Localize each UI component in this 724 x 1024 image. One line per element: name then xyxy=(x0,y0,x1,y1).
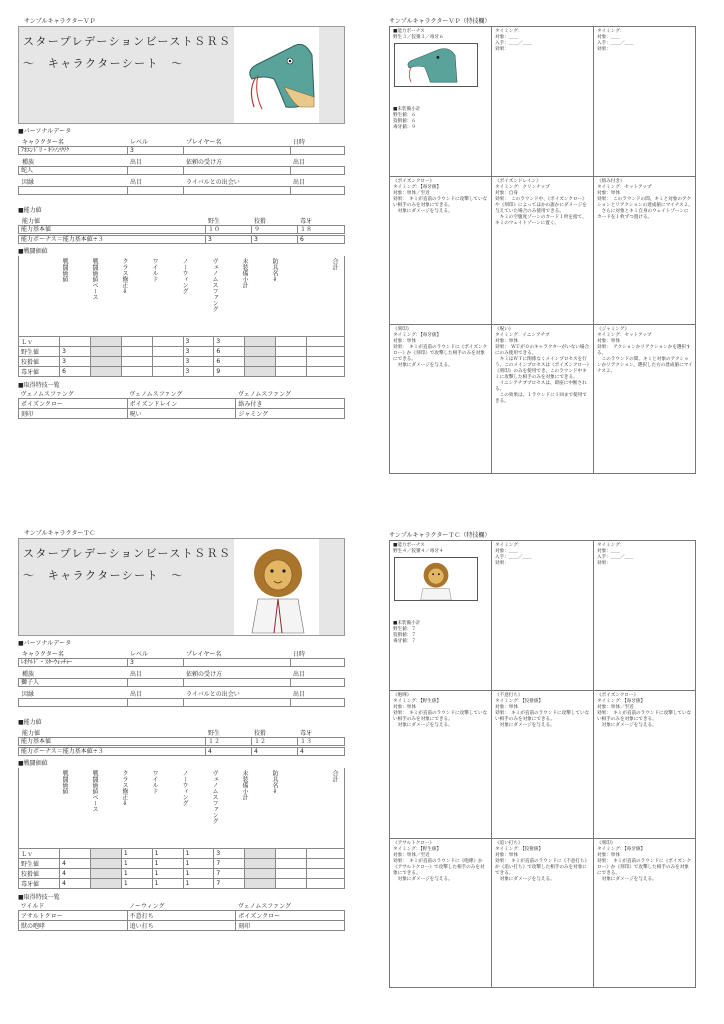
battle-cell[interactable]: 1 xyxy=(121,869,152,879)
battle-row xyxy=(19,337,345,347)
ability-header xyxy=(18,727,345,736)
label-date: 日時 xyxy=(293,139,306,146)
label-roll-3: 出目 xyxy=(130,179,143,186)
skill-text: 《ジャミング》 タイミング：セットアップ 対象：単体 効果： アクションかリアクションかを選択する。 このラウンドの間、キミと対象のアクションかリアクション、選択した方の達成値にマイナス２。 xyxy=(597,327,693,374)
battle-cell[interactable] xyxy=(245,357,276,367)
battle-cell[interactable] xyxy=(245,337,276,347)
roll-field-4[interactable] xyxy=(290,187,345,194)
skill-text: 《ポイズンクロー》 タイミング：【毒牙値】 対象：単体／至近 効果： キミが直前のラウンドに攻撃していない相手のみを対象にできる。 対象にダメージを与える。 xyxy=(393,179,488,214)
card-sheet-title: サンプルキャラクターＶＰ（特技欄） xyxy=(389,18,491,25)
venom-label: 毒牙 xyxy=(300,730,313,737)
skill-card[interactable] xyxy=(594,691,696,839)
battle-cell[interactable] xyxy=(276,337,307,347)
date-field[interactable] xyxy=(290,147,345,154)
personal-values-row-3 xyxy=(18,698,345,707)
roll-field-2[interactable] xyxy=(290,167,345,174)
label-roll-3: 出目 xyxy=(130,691,143,698)
section-skills: ■ 取得特技一覧 xyxy=(18,892,60,901)
battle-table xyxy=(18,336,345,377)
request-field[interactable] xyxy=(183,167,290,174)
battle-cell[interactable]: 3 xyxy=(214,337,245,347)
label-race: 種族 xyxy=(22,671,35,678)
skill-cell[interactable]: 不意打ち xyxy=(127,911,236,921)
skill-card-sheet-tc xyxy=(389,530,696,990)
battle-cell[interactable]: 4 xyxy=(60,869,91,879)
bonus-text: ■能力ボーナス 野生３／狡猾３／毒牙６ xyxy=(393,29,444,40)
unequip-text: ■未装備小計 野生値：６ 狡猾値：６ 毒牙値：９ xyxy=(393,107,421,130)
skill-cell[interactable]: 刻印 xyxy=(236,921,345,931)
battle-cell[interactable] xyxy=(90,849,121,859)
request-field[interactable] xyxy=(183,679,290,686)
skill-cell[interactable]: アサルトクロー xyxy=(19,911,128,921)
label-race: 種族 xyxy=(22,159,35,166)
battle-row xyxy=(19,347,345,357)
skill-table xyxy=(18,901,345,931)
base-wild[interactable]: １２ xyxy=(205,738,251,745)
card-sheet-title: サンプルキャラクターＴＣ（特技欄） xyxy=(389,532,491,539)
label-roll-2: 出目 xyxy=(293,671,306,678)
label-char-name: キャラクター名 xyxy=(22,139,64,146)
skill-text: 《追い打ち》 タイミング：【狡猾値】 対象：単体 効果： キミが直前のラウンドに《不意打ち》か《追い打ち》で攻撃した相手のみを対象にできる。 対象にダメージを与える。 xyxy=(495,841,590,882)
battle-header-area xyxy=(18,768,345,848)
cunning-label: 狡猾 xyxy=(254,730,267,737)
sheet-caption: サンプルキャラクターＴＣ xyxy=(24,530,96,537)
player-field[interactable] xyxy=(183,659,290,666)
skill-head-1: ワイルド xyxy=(20,903,45,910)
skill-cell[interactable]: 呪い xyxy=(127,409,236,419)
battle-row xyxy=(19,869,345,879)
fate-field[interactable] xyxy=(19,699,127,706)
battle-cell[interactable]: 1 xyxy=(152,879,183,889)
ability-label: 能力値 xyxy=(22,218,41,225)
label-char-name: キャラクター名 xyxy=(22,651,64,658)
col-venom-fang: ヴェノムスファング xyxy=(211,258,218,312)
battle-cell[interactable] xyxy=(245,849,276,859)
battle-cell[interactable] xyxy=(306,337,344,347)
section-personal: ■ パーソナルデータ xyxy=(18,638,71,647)
player-field[interactable] xyxy=(183,147,290,154)
label-roll-2: 出目 xyxy=(293,159,306,166)
label-roll: 出目 xyxy=(130,159,143,166)
skill-cell[interactable]: 刻印 xyxy=(19,409,128,419)
label-roll: 出目 xyxy=(130,671,143,678)
battle-cell[interactable]: 3 xyxy=(183,347,214,357)
bonus-label: 能力ボーナス＝能力基本値÷３ xyxy=(21,236,104,243)
personal-values-row-3 xyxy=(18,186,345,195)
label-request: 依頼の受け方 xyxy=(186,159,223,166)
col-unequip: 未装備小計 xyxy=(241,770,248,800)
skill-card-sheet-vp xyxy=(389,16,696,476)
race-field[interactable]: 蛇人 xyxy=(21,167,34,174)
sheet-title: スタープレデーションビーストＳＲＳ xyxy=(23,547,232,560)
label-rival: ライバルとの出会い xyxy=(186,691,240,698)
battle-cell[interactable] xyxy=(152,347,183,357)
skill-text: 《不意打ち》 タイミング：【狡猾値】 対象：単体 効果： キミが直前のラウンドに攻撃していない相手のみを対象にできる。 対象にダメージを与える。 xyxy=(495,693,590,728)
char-name-field[interactable]: ﾚｵﾅﾙﾄﾞ・ｽﾀｰｳｫｯﾁｬｰ xyxy=(21,659,73,666)
personal-values-row xyxy=(18,658,345,667)
skill-text: 《咆哮》 タイミング：【野生値】 対象：単体 効果： キミが直前のラウンドに攻撃していない相手のみを対象にできる。 対象にダメージを与える。 xyxy=(393,693,488,728)
bonus-cell xyxy=(390,541,492,691)
sheet-subtitle: ～ キャラクターシート ～ xyxy=(23,57,184,70)
unequip-text: ■未装備小計 野生値：７ 狡猾値：７ 毒牙値：７ xyxy=(393,621,421,644)
battle-cell[interactable]: 1 xyxy=(152,869,183,879)
card-grid xyxy=(389,540,696,988)
ability-label: 能力値 xyxy=(22,730,41,737)
skill-card[interactable] xyxy=(390,177,492,325)
skill-card[interactable] xyxy=(390,839,492,987)
battle-cell[interactable] xyxy=(245,859,276,869)
roll-field-4[interactable] xyxy=(290,699,345,706)
battle-cell[interactable] xyxy=(245,879,276,889)
sheet-caption: サンプルキャラクターＶＰ xyxy=(24,18,96,25)
skill-card[interactable] xyxy=(390,691,492,839)
rival-field[interactable] xyxy=(183,699,290,706)
base-venom[interactable]: １８ xyxy=(297,226,345,233)
bonus-wild[interactable]: 3 xyxy=(205,236,251,243)
skill-card[interactable] xyxy=(594,177,696,325)
battle-cell[interactable] xyxy=(276,849,307,859)
skill-text: 《刻印》 タイミング：【毒牙値】 対象：単体 効果： キミが直前のラウンドに《ポイズンクロー》か《刻印》で攻撃した相手のみを対象にできる。 対象にダメージを与える。 xyxy=(393,327,488,368)
fate-field[interactable] xyxy=(19,187,127,194)
personal-labels-3 xyxy=(18,176,345,185)
col-battle: 戦闘価値 xyxy=(61,258,68,282)
ability-base-row xyxy=(18,225,345,234)
col-total: 合計 xyxy=(331,258,338,270)
battle-cell[interactable]: 1 xyxy=(183,869,214,879)
skill-card[interactable] xyxy=(594,325,696,473)
col-armor: 防具名⇒ xyxy=(271,258,278,282)
battle-row-label: Ｌｖ xyxy=(19,337,60,347)
bonus-text: ■能力ボーナス 野生４／狡猾４／毒牙４ xyxy=(393,543,444,554)
personal-labels-3 xyxy=(18,688,345,697)
personal-labels-2 xyxy=(18,668,345,677)
card-grid xyxy=(389,26,696,474)
section-skills: ■ 取得特技一覧 xyxy=(18,380,60,389)
label-player: プレイヤー名 xyxy=(186,139,222,146)
battle-cell[interactable] xyxy=(152,337,183,347)
battle-cell[interactable] xyxy=(276,869,307,879)
personal-labels-2 xyxy=(18,156,345,165)
venom-label: 毒牙 xyxy=(300,218,313,225)
battle-cell[interactable] xyxy=(276,357,307,367)
battle-cell[interactable]: 1 xyxy=(121,879,152,889)
label-rival: ライバルとの出会い xyxy=(186,179,240,186)
skill-text: 《呪い》 タイミング：イニシアチブ 対象：単体 効果： ＷＴが０のキャラクターがいない場合にのみ使用できる。 キミはＷＴに関係なくメインプロセスを行う。このメインプロセスは《ポイズンクロー》《刻印》のみを使用でき、このラウンド中キミに攻撃した相手のみを対象にできる。 イニシアチブプロセスは、即座に中断される。 この効果は、１ラウンドに１回まで使用できる。 xyxy=(495,327,590,404)
col-total: 合計 xyxy=(331,770,338,782)
label-request: 依頼の受け方 xyxy=(186,671,223,678)
battle-cell[interactable]: 3 xyxy=(60,347,91,357)
battle-cell[interactable] xyxy=(90,357,121,367)
battle-cell[interactable] xyxy=(90,337,121,347)
bonus-label: 能力ボーナス＝能力基本値÷３ xyxy=(21,748,104,755)
lizard-thumb-icon xyxy=(394,43,478,87)
battle-cell[interactable]: 9 xyxy=(214,367,245,377)
cunning-label: 狡猾 xyxy=(254,218,267,225)
skill-table xyxy=(18,389,345,419)
battle-row xyxy=(19,367,345,377)
battle-row-label: 狡猾値 xyxy=(19,357,60,367)
bonus-cunning[interactable]: 3 xyxy=(251,236,297,243)
empty-skill-slot[interactable] xyxy=(594,541,696,691)
ability-bonus-row xyxy=(18,747,345,756)
label-date: 日時 xyxy=(293,651,306,658)
battle-cell[interactable]: 1 xyxy=(121,849,152,859)
roll-field-3[interactable] xyxy=(127,187,183,194)
battle-cell[interactable]: 6 xyxy=(214,357,245,367)
battle-row xyxy=(19,357,345,367)
level-field[interactable]: 3 xyxy=(127,147,183,154)
ability-base-row xyxy=(18,737,345,746)
battle-row-label: Ｌｖ xyxy=(19,849,60,859)
battle-cell[interactable] xyxy=(90,347,121,357)
ability-bonus-row xyxy=(18,235,345,244)
label-roll-4: 出目 xyxy=(293,691,306,698)
battle-cell[interactable]: 1 xyxy=(183,879,214,889)
col-venom-fang: ヴェノムスファング xyxy=(211,770,218,824)
label-level: レベル xyxy=(130,651,149,658)
race-field[interactable]: 獅子人 xyxy=(21,679,40,686)
sheet-title: スタープレデーションビーストＳＲＳ xyxy=(23,35,232,48)
empty-skill-slot[interactable] xyxy=(492,541,594,691)
personal-values-row-2 xyxy=(18,678,345,687)
roll-field[interactable] xyxy=(127,167,183,174)
skill-card[interactable] xyxy=(492,839,594,987)
personal-values-row xyxy=(18,146,345,155)
skill-cell[interactable]: 追い打ち xyxy=(127,921,236,931)
battle-cell[interactable]: 4 xyxy=(60,879,91,889)
col-wild: ワイルド xyxy=(151,258,158,282)
col-nowing: ノーウィング xyxy=(181,770,188,806)
slot-text: タイミング： 対象：＿＿ 入手：＿＿／＿＿ 効果： xyxy=(597,543,634,566)
label-fate: 因縁 xyxy=(22,691,35,698)
battle-cell[interactable] xyxy=(90,869,121,879)
skill-card[interactable] xyxy=(390,325,492,473)
base-venom[interactable]: １３ xyxy=(297,738,345,745)
battle-cell[interactable] xyxy=(245,367,276,377)
base-label: 能力基本値 xyxy=(21,226,52,233)
battle-cell[interactable]: 3 xyxy=(60,357,91,367)
battle-header-area xyxy=(18,256,345,336)
battle-cell[interactable]: 1 xyxy=(152,849,183,859)
battle-cell[interactable] xyxy=(276,347,307,357)
skill-text: 《絡み付き》 タイミング：セットアップ 対象：単体 効果： このラウンドの間、キミと対象のアクションとリアクションの達成値にマイナス２。 さらに対象とキミ自身のウェイトゾーンにカードを１枚ずつ置ける。 xyxy=(597,179,693,220)
col-battle: 戦闘価値 xyxy=(61,770,68,794)
label-player: プレイヤー名 xyxy=(186,651,222,658)
roll-field-2[interactable] xyxy=(290,679,345,686)
section-battle: ■ 戦闘価値 xyxy=(18,246,48,255)
battle-cell[interactable]: 3 xyxy=(214,849,245,859)
battle-cell[interactable]: 3 xyxy=(183,337,214,347)
bonus-cell xyxy=(390,27,492,177)
sheet-header xyxy=(18,26,345,124)
wild-label: 野生 xyxy=(208,730,221,737)
skill-text: 《ポイズンクロー》 タイミング：【毒牙値】 対象：単体／至近 効果： キミが直前のラウンドに攻撃していない相手のみを対象にできる。 対象にダメージを与える。 xyxy=(597,693,692,728)
skill-card[interactable] xyxy=(492,691,594,839)
col-class-mod: クラス修正⇒ xyxy=(121,258,128,294)
battle-row-label: 毒牙値 xyxy=(19,879,60,889)
battle-row-label: 野生値 xyxy=(19,859,60,869)
slot-text: タイミング： 対象：＿＿ 入手：＿＿／＿＿ 効果： xyxy=(597,29,634,52)
rival-field[interactable] xyxy=(183,187,290,194)
col-armor: 防具名⇒ xyxy=(271,770,278,794)
label-roll-4: 出目 xyxy=(293,179,306,186)
skill-text: 《アサルトクロー》 タイミング：【野生値】 対象：単体／至近 効果： キミが直前のラウンドに《咆哮》か《アサルトクロー》で攻撃した相手のみを対象にできる。 対象にダメージを与える。 xyxy=(393,841,485,882)
battle-cell[interactable] xyxy=(90,879,121,889)
battle-cell[interactable] xyxy=(306,347,344,357)
character-sheet-tc xyxy=(18,528,345,948)
lion-portrait-icon xyxy=(234,539,319,635)
battle-cell[interactable] xyxy=(90,367,121,377)
battle-row-label: 毒牙値 xyxy=(19,367,60,377)
skill-cell[interactable]: ジャミング xyxy=(236,409,345,419)
battle-cell[interactable] xyxy=(276,859,307,869)
skill-card[interactable] xyxy=(492,325,594,473)
battle-cell[interactable] xyxy=(276,367,307,377)
battle-cell[interactable]: 3 xyxy=(183,357,214,367)
battle-cell[interactable] xyxy=(306,869,344,879)
skill-cell[interactable]: 絡み付き xyxy=(236,399,345,409)
skill-head-2: ヴェノムスファング xyxy=(129,391,183,398)
battle-cell[interactable]: 7 xyxy=(214,859,245,869)
personal-labels xyxy=(18,136,345,145)
personal-values-row-2 xyxy=(18,166,345,175)
battle-cell[interactable] xyxy=(245,869,276,879)
lion-thumb-icon xyxy=(394,557,478,601)
battle-cell[interactable] xyxy=(306,859,344,869)
roll-field[interactable] xyxy=(127,679,183,686)
battle-cell[interactable]: 1 xyxy=(152,859,183,869)
label-fate: 因縁 xyxy=(22,179,35,186)
bonus-cunning[interactable]: 4 xyxy=(251,748,297,755)
battle-cell[interactable]: 7 xyxy=(214,869,245,879)
battle-cell[interactable] xyxy=(121,347,152,357)
col-wild: ワイルド xyxy=(151,770,158,794)
battle-cell[interactable]: 1 xyxy=(183,849,214,859)
battle-cell[interactable] xyxy=(152,357,183,367)
battle-cell[interactable] xyxy=(276,879,307,889)
lizard-portrait-icon xyxy=(234,27,319,123)
col-unequip: 未装備小計 xyxy=(241,258,248,288)
level-field[interactable]: 3 xyxy=(127,659,183,666)
date-field[interactable] xyxy=(290,659,345,666)
battle-cell[interactable]: 1 xyxy=(121,859,152,869)
battle-table xyxy=(18,848,345,889)
slot-text: タイミング： 対象：＿＿ 入手：＿＿／＿＿ 効果： xyxy=(495,29,532,52)
base-label: 能力基本値 xyxy=(21,738,52,745)
base-cunning[interactable]: ９ xyxy=(251,226,297,233)
battle-row xyxy=(19,879,345,889)
battle-cell[interactable] xyxy=(306,357,344,367)
roll-field-3[interactable] xyxy=(127,699,183,706)
character-sheet-vp xyxy=(18,16,345,436)
bonus-wild[interactable]: 4 xyxy=(205,748,251,755)
skill-head-1: ヴェノムスファング xyxy=(20,391,74,398)
sheet-header xyxy=(18,538,345,636)
skill-text: 《ポイズンドレイン》 タイミング：クリンナップ 対象：自身 効果： このラウンド中、《ポイズンクロー》や《刻印》によってほかの誰かにダメージを与えていた場合のみ使用できる。 キミの空腹度ゾーンのカード１枚を捨て、キミのウェイトゾーンに置く。 xyxy=(495,179,587,226)
battle-row-label: 狡猾値 xyxy=(19,869,60,879)
skill-card[interactable] xyxy=(594,839,696,987)
battle-cell[interactable]: 4 xyxy=(60,859,91,869)
battle-cell[interactable] xyxy=(60,337,91,347)
ability-header xyxy=(18,215,345,224)
battle-cell[interactable] xyxy=(306,879,344,889)
bonus-venom[interactable]: 4 xyxy=(297,748,345,755)
battle-cell[interactable] xyxy=(121,337,152,347)
bonus-venom[interactable]: 6 xyxy=(297,236,345,243)
empty-skill-slot[interactable] xyxy=(594,27,696,177)
personal-labels xyxy=(18,648,345,657)
sheet-subtitle: ～ キャラクターシート ～ xyxy=(23,569,184,582)
battle-cell[interactable] xyxy=(121,367,152,377)
slot-text: タイミング： 対象：＿＿ 入手：＿＿／＿＿ 効果： xyxy=(495,543,532,566)
skill-cell[interactable]: ポイズンドレイン xyxy=(127,399,236,409)
section-personal: ■ パーソナルデータ xyxy=(18,126,71,135)
battle-cell[interactable]: 1 xyxy=(183,859,214,869)
base-cunning[interactable]: １２ xyxy=(251,738,297,745)
battle-cell[interactable]: 7 xyxy=(214,879,245,889)
battle-row xyxy=(19,859,345,869)
section-ability: ■ 能力値 xyxy=(18,205,42,214)
skill-card[interactable] xyxy=(492,177,594,325)
skill-head-2: ノーウィング xyxy=(129,903,165,910)
skill-cell[interactable]: 獣の咆哮 xyxy=(19,921,128,931)
battle-cell[interactable] xyxy=(60,849,91,859)
section-battle: ■ 戦闘価値 xyxy=(18,758,48,767)
skill-head-3: ヴェノムスファング xyxy=(237,391,292,398)
battle-row xyxy=(19,849,345,859)
skill-cell[interactable]: ポイズンクロー xyxy=(19,399,128,409)
skill-head-3: ヴェノムスファング xyxy=(237,903,291,910)
battle-cell[interactable]: 3 xyxy=(183,367,214,377)
wild-label: 野生 xyxy=(208,218,221,225)
section-ability: ■ 能力値 xyxy=(18,717,42,726)
col-nowing: ノーウィング xyxy=(181,258,188,294)
battle-cell[interactable] xyxy=(90,859,121,869)
battle-row-label: 野生値 xyxy=(19,347,60,357)
char-name-field[interactable]: ｱｵｴﾝﾄﾞﾘ・ｷﾗｿﾝﾜﾜｸ xyxy=(21,147,70,154)
battle-cell[interactable]: 6 xyxy=(60,367,91,377)
label-level: レベル xyxy=(130,139,149,146)
empty-skill-slot[interactable] xyxy=(492,27,594,177)
skill-cell[interactable]: ポイズンクロー xyxy=(236,911,345,921)
col-battle-base: 戦闘価値ベース xyxy=(91,770,98,812)
battle-cell[interactable] xyxy=(121,357,152,367)
battle-cell[interactable]: 6 xyxy=(214,347,245,357)
battle-cell[interactable] xyxy=(245,347,276,357)
battle-cell[interactable] xyxy=(306,849,344,859)
col-battle-base: 戦闘価値ベース xyxy=(91,258,98,300)
battle-cell[interactable] xyxy=(152,367,183,377)
skill-text: 《刻印》 タイミング：【毒牙値】 対象：単体 効果： キミが直前のラウンドに《ポイズンクロー》か《刻印》で攻撃した相手のみを対象にできる。 対象にダメージを与える。 xyxy=(597,841,692,882)
col-class-mod: クラス修正⇒ xyxy=(121,770,128,806)
base-wild[interactable]: １０ xyxy=(205,226,251,233)
battle-cell[interactable] xyxy=(306,367,344,377)
